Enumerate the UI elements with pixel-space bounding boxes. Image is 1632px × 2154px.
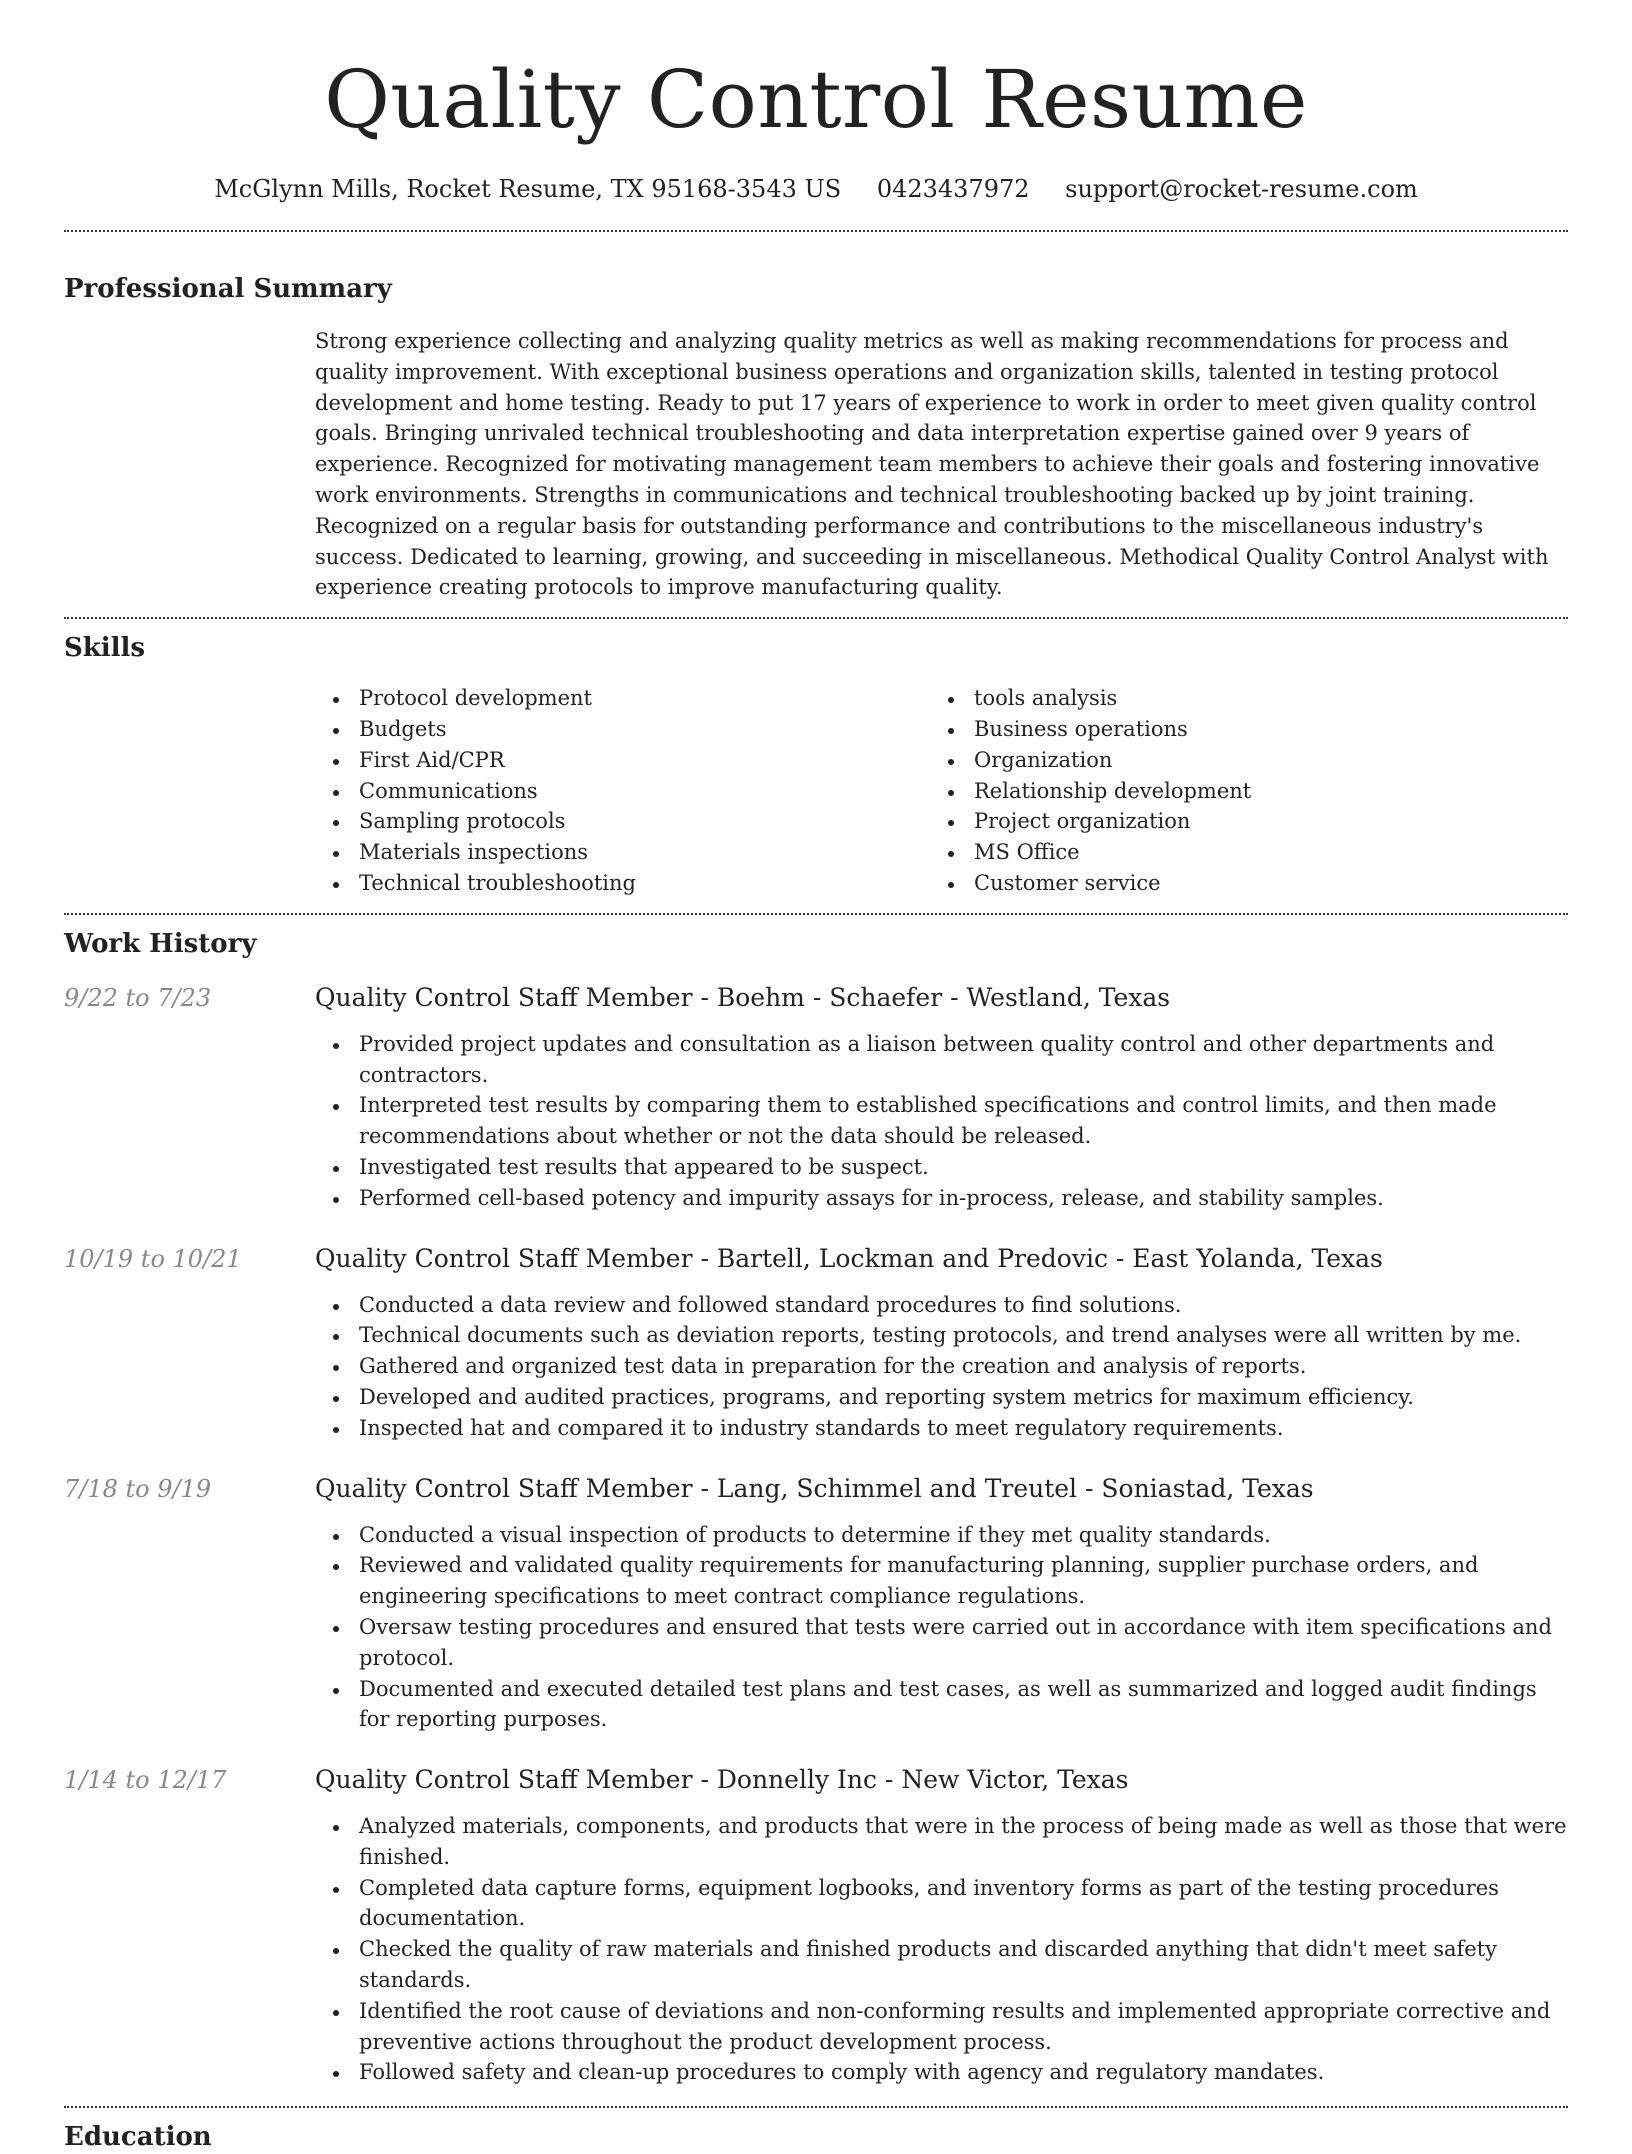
job-date: 9/22 to 7/23 [64, 983, 212, 1012]
work-history-heading: Work History [64, 928, 257, 959]
skill-item: First Aid/CPR [315, 745, 930, 776]
contact-address: McGlynn Mills, Rocket Resume, TX 95168-3543 US [214, 175, 842, 203]
job-entry [64, 1763, 1568, 2088]
skills-heading: Skills [64, 633, 146, 664]
job-bullet: Followed safety and clean-up procedures to comply with agency and regulatory mandates. [315, 2057, 1568, 2088]
job-body [315, 981, 1568, 1214]
contact-email: support@rocket-resume.com [1065, 175, 1418, 203]
resume-page [64, 0, 1568, 2154]
job-title: Quality Control Staff Member - Donnelly Inc - New Victor, Texas [315, 1765, 1129, 1795]
job-bullet: Conducted a visual inspection of products to determine if they met quality standards. [315, 1520, 1568, 1551]
skill-item: Business operations [930, 714, 1545, 745]
section-divider [64, 617, 1568, 619]
page-title: Quality Control Resume [324, 53, 1308, 146]
job-title: Quality Control Staff Member - Lang, Schimmel and Treutel - Soniastad, Texas [315, 1473, 1314, 1503]
job-bullets [315, 1520, 1568, 1736]
job-body [315, 1763, 1568, 2088]
job-bullet: Performed cell-based potency and impurity assays for in-process, release, and stability samples. [315, 1183, 1568, 1214]
job-title: Quality Control Staff Member - Bartell, Lockman and Predovic - East Yolanda, Texas [315, 1243, 1383, 1273]
skill-item: Sampling protocols [315, 806, 930, 837]
skills-list [315, 683, 1568, 899]
job-bullet: Oversaw testing procedures and ensured that tests were carried out in accordance with item specifications and protocol. [315, 1612, 1568, 1674]
summary-heading: Professional Summary [64, 274, 392, 304]
skill-item: Materials inspections [315, 837, 930, 868]
job-body [315, 1472, 1568, 1736]
education-heading: Education [64, 2122, 212, 2153]
job-bullet: Provided project updates and consultation as a liaison between quality control and other departments and contractors. [315, 1029, 1568, 1091]
skill-item: Project organization [930, 806, 1545, 837]
job-date: 1/14 to 12/17 [64, 1766, 227, 1795]
contact-phone: 0423437972 [876, 175, 1030, 203]
job-bullet: Completed data capture forms, equipment logbooks, and inventory forms as part of the testing procedures documentation. [315, 1873, 1568, 1935]
section-divider [64, 2106, 1568, 2108]
job-bullet: Investigated test results that appeared to be suspect. [315, 1152, 1568, 1183]
section-divider [64, 913, 1568, 915]
job-body [315, 1242, 1568, 1444]
skills-column-left [315, 683, 930, 899]
skill-item: Protocol development [315, 683, 930, 714]
job-bullets [315, 1029, 1568, 1214]
skill-item: MS Office [930, 837, 1545, 868]
summary-text: Strong experience collecting and analyzing quality metrics as well as making recommendations for process and quality improvement. With exceptional business operations and organization skills, talented in testing protocol development and home testing. Ready to put 17 years of experience to work in order to meet given quality control goals. Bringing unrivaled technical troubleshooting and data interpretation expertise gained over 9 years of experience. Recognized for motivating management team members to achieve their goals and fostering innovative work environments. Strengths in communications and technical troubleshooting backed up by joint training. Recognized on a regular basis for outstanding performance and contributions to the miscellaneous industry's success. Dedicated to learning, growing, and succeeding in miscellaneous. Methodical Quality Control Analyst with experience creating protocols to improve manufacturing quality. [315, 329, 1549, 600]
job-bullet: Developed and audited practices, programs, and reporting system metrics for maximum efficiency. [315, 1382, 1568, 1413]
skills-column-right [930, 683, 1545, 899]
section-divider [64, 230, 1568, 232]
job-bullet: Technical documents such as deviation reports, testing protocols, and trend analyses were all written by me. [315, 1320, 1568, 1351]
job-bullets [315, 1811, 1568, 2088]
skill-item: Budgets [315, 714, 930, 745]
job-bullets [315, 1290, 1568, 1444]
job-title: Quality Control Staff Member - Boehm - Schaefer - Westland, Texas [315, 982, 1171, 1012]
job-date: 7/18 to 9/19 [64, 1474, 212, 1503]
job-bullet: Identified the root cause of deviations and non-conforming results and implemented appropriate corrective and preventive actions throughout the product development process. [315, 1996, 1568, 2058]
job-bullet: Documented and executed detailed test plans and test cases, as well as summarized and logged audit findings for reporting purposes. [315, 1674, 1568, 1736]
job-entry [64, 1242, 1568, 1444]
job-date: 10/19 to 10/21 [64, 1244, 242, 1273]
job-bullet: Checked the quality of raw materials and finished products and discarded anything that didn't meet safety standards. [315, 1934, 1568, 1996]
job-bullet: Conducted a data review and followed standard procedures to find solutions. [315, 1290, 1568, 1321]
job-bullet: Analyzed materials, components, and products that were in the process of being made as well as those that were finished. [315, 1811, 1568, 1873]
contact-line [64, 172, 1568, 206]
job-entry [64, 981, 1568, 1214]
job-bullet: Reviewed and validated quality requirements for manufacturing planning, supplier purchase orders, and engineering specifications to meet contract compliance regulations. [315, 1550, 1568, 1612]
job-bullet: Gathered and organized test data in preparation for the creation and analysis of reports. [315, 1351, 1568, 1382]
job-bullet: Interpreted test results by comparing them to established specifications and control limits, and then made recommendations about whether or not the data should be released. [315, 1090, 1568, 1152]
job-bullet: Inspected hat and compared it to industry standards to meet regulatory requirements. [315, 1413, 1568, 1444]
skill-item: Organization [930, 745, 1545, 776]
skill-item: Customer service [930, 868, 1545, 899]
skill-item: Communications [315, 776, 930, 807]
skill-item: Technical troubleshooting [315, 868, 930, 899]
skill-item: Relationship development [930, 776, 1545, 807]
skill-item: tools analysis [930, 683, 1545, 714]
job-entry [64, 1472, 1568, 1736]
work-history-list [64, 981, 1568, 2089]
